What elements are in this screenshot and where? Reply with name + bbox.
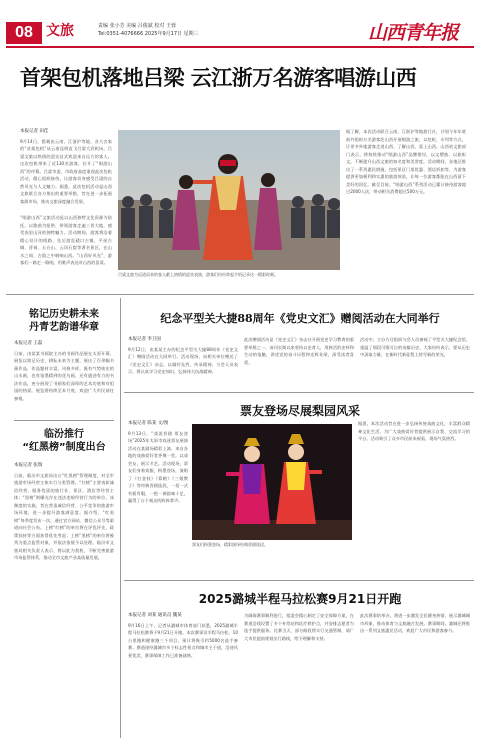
- main-col3-text: 据了解，本次活动联合云南、江浙沪等地旅行社，计划今年年底前共组织万名游客赴山西开展唱游之旅，以包机、专列等方式，让更多外地游客走进山西、了解山西、爱上山西。山西省文旅部门表示，将持续推动“唱游山西”品牌建设，以文塑旅、以旅彰文，不断提升山西文旅的知名度和美誉度。活动期间，各地还推出了一系列惠民措施，包括景区门票优惠、酒店折扣等，为游客提供更加便利和实惠的旅游体验，让每一位游客都能在山西留下美好的回忆。截至目前，“唱游山西”系列活动已累计接待游客超过2000人次，带动相关消费超过500万元。: [346, 129, 466, 194]
- article2-headline: 纪念平型关大捷88周年《党史文汇》赠阅活动在大同举行: [160, 312, 440, 325]
- side2-byline: 本报记者 张瑞: [14, 463, 43, 468]
- main-col1-text: 9月14日，搭载由云南、江浙沪等地、各大名家的“首架包机”从云南昆明直飞吕梁大武机场，吕梁文旅以热情的迎宾仪式欢迎来自远方的客人。这次包机带来了近130名游客，拉开了“唱游山西”的序幕。吕梁市委、市政府高度重视此次包机活动，精心组织接待，让游客切身感受吕梁的自然风光与人文魅力。据悉，此次包机活动是山西文旅联合各方推出的重要举措，旨在进一步拓展客源市场，推动文旅深度融合发展。: [20, 138, 112, 204]
- main-col2-text: “唱游山西”文旅活动是以山西独特文化资源为依托，以歌曲为纽带，带领游客走遍三晋大地，感受表里山河的独特魅力。活动期间，游客将沿着精心设计的线路，先后游览碛口古镇、平遥古城、晋祠、五台山、云冈石窟等著名景区，在山水之间、古韵之中唱响山西。“山西好风光”，游客们一路走一路唱，用歌声表达对山西的喜爱。: [20, 215, 112, 265]
- header-info-line1: 责编 张小芳 美编 吕俊斌 校对 王蓉: [98, 23, 176, 29]
- side1-body: [14, 340, 114, 416]
- side2-text: 日前，临汾市文旅局出台“红黑榜”管理制度，对全市旅游市场经营主体实行分类管理。“红榜”主要表彰诚信经营、服务优质的旅行社、景区、酒店等经营主体；“黑榜”则曝光存在违法违规经营行为的单位。该制度的实施，旨在营造诚信经营、公平竞争的旅游市场环境，进一步提升游客满意度。据介绍，“红黑榜”每季度发布一次，通过官方网站、微信公众号等渠道向社会公布。上榜“红榜”的单位将在评优评先、政策扶持等方面获得优先考虑；上榜“黑榜”的单位将被列为重点监管对象，并依法依规予以处理。临汾市文旅局相关负责人表示，将以此为契机，不断完善旅游市场监管体系，推动全市文旅产业高质量发展。: [14, 472, 114, 560]
- side1-title-line1: 铭记历史耕未来: [29, 309, 99, 320]
- main-photo: [118, 130, 340, 270]
- article3-col1: [128, 420, 188, 570]
- opera-photo: [192, 424, 352, 540]
- article3-headline: 票友登场尽展梨园风采: [239, 404, 360, 418]
- article4-byline: 本报记者 刘某 通讯员 魏某: [128, 613, 182, 618]
- page-number: 08: [6, 22, 42, 44]
- article3-byline: 本报记者 陈某 文/图: [128, 421, 169, 426]
- article2-col3: 活动中，主办方还组织与会人员参观了平型关大捷纪念馆，重温了那段可歌可泣的英雄历史。大家纷纷表示，要从历史中汲取力量，在新时代新征程上续写新的荣光。: [360, 337, 470, 357]
- section-title: 文旅: [46, 23, 74, 39]
- main-byline: 本报记者 田佳: [20, 129, 49, 134]
- article2-col1: [128, 336, 238, 384]
- side2-title-line2: “红黑榜”制度出台: [22, 442, 106, 453]
- article4-col2: 为确保赛事顺利进行，组委会精心制定了安全保障方案，在赛道沿线设置了多个补给站和医疗救护点，并安排志愿者为选手提供服务。比赛当天，部分路段将实行交通管制，请广大市民提前规划出行路线，给予理解和支持。: [244, 613, 354, 641]
- opera-photo-caption: 票友们粉墨登场，精彩演绎经典晋剧选段。: [192, 542, 268, 547]
- divider-3: [124, 580, 474, 581]
- main-article-col3: [346, 128, 466, 290]
- side1-title-line2: 丹青艺韵谱华章: [29, 322, 99, 333]
- side1-text: 日前，由某某书画院主办的书画作品展在太原开幕。展览以铭记历史、耕耘未来为主题，展出了百余幅书画作品，作品题材丰富，风格多样，既有气势恢宏的山水画，也有笔墨精到的花鸟画，还有遒劲有力的书法作品，充分展现了书画家们深厚的艺术功底和对祖国的热爱。展览将持续至本月底，欢迎广大市民前往参观。: [14, 350, 114, 401]
- divider-1: [6, 294, 474, 295]
- main-article-col2: [20, 214, 112, 290]
- side1-byline: 本报记者 王磊: [14, 341, 43, 346]
- article2-col2: 此次赠阅活动是《党史文汇》杂志社开展党史学习教育的重要举措之一。该刊长期以来坚持以史育人，用鲜活的史料和生动的笔触，讲述党的奋斗历程和光辉业绩，深受读者喜爱。: [244, 337, 354, 365]
- page-header: [0, 0, 480, 44]
- divider-2: [124, 392, 474, 393]
- main-photo-caption: 吕梁文旅为远道而来的客人献上热情的迎宾表演，游客们纷纷拿起手机记录这一精彩时刻。: [118, 272, 278, 277]
- header-info-line2: Tel:0351-4076666 2025年9月17日 星期三: [98, 31, 199, 37]
- side2-title-line1: 临汾推行: [44, 429, 84, 440]
- newspaper-logo: 山西青年报: [368, 22, 459, 44]
- main-headline: 首架包机落地吕梁 云江浙万名游客唱游山西: [20, 66, 417, 90]
- divider-side: [14, 420, 114, 421]
- header-info: [98, 22, 199, 38]
- article2-byline: 本报记者 李卫国: [128, 337, 161, 342]
- header-rule: [6, 46, 474, 48]
- article3-col2: 据悉，本次活动旨在进一步弘扬传统戏曲文化，丰富群众精神文化生活，为广大戏曲爱好者提供展示自我、交流学习的平台。活动吸引了众多市民前来观看，现场气氛热烈。: [358, 421, 470, 441]
- article4-headline: 2025潞城半程马拉松赛9月21日开跑: [198, 592, 402, 606]
- side1-title: [14, 308, 114, 334]
- article4-col1: [128, 612, 238, 736]
- side2-body: [14, 462, 114, 732]
- article4-col1-text: 9月16日上午，记者从潞城市体育部门获悉，2025潞城半程马拉松赛将于9月21日开跑。本次赛事设半程马拉松、10公里跑和健康跑三个项目，预计将吸引约5000名选手参赛。赛道途经潞城市多个标志性景点和城市主干道，沿途风景优美，赛事保障工作已准备就绪。: [128, 622, 238, 658]
- article2-col1-text: 9月12日，由某某主办的纪念平型关大捷88周年《党史文汇》赠阅活动在大同举行。活动现场，向相关单位赠送了《党史文汇》杂志，以缅怀先烈、传承精神。与会人员表示，将认真学习党史知识，弘扬伟大抗战精神。: [128, 346, 238, 374]
- welcome-performance-photo: [118, 130, 340, 270]
- article3-col1-text: 9月13日，“戏说晋剧 票友登场”2025年太原市戏迷票友展演活动在某剧场精彩上演。来自各地的戏曲爱好者齐聚一堂，以戏会友，展示才艺。活动现场，票友们身着戏服，粉墨登场，演唱了《打金枝》《算粮》《三娘教子》等经典晋剧选段，一招一式有板有眼，一腔一调韵味十足，赢得了台下观众的阵阵掌声。: [128, 430, 188, 503]
- side2-title: [14, 428, 114, 454]
- opera-stage-photo: [192, 424, 352, 540]
- vertical-divider: [120, 298, 121, 738]
- article4-col3: 此次赛事的举办，将进一步激发全民健身热情，展示潞城城市形象，推动体育与文旅融合发展。赛事期间，潞城还将推出一系列文旅惠民活动，欢迎广大市民和游客参与。: [360, 613, 470, 633]
